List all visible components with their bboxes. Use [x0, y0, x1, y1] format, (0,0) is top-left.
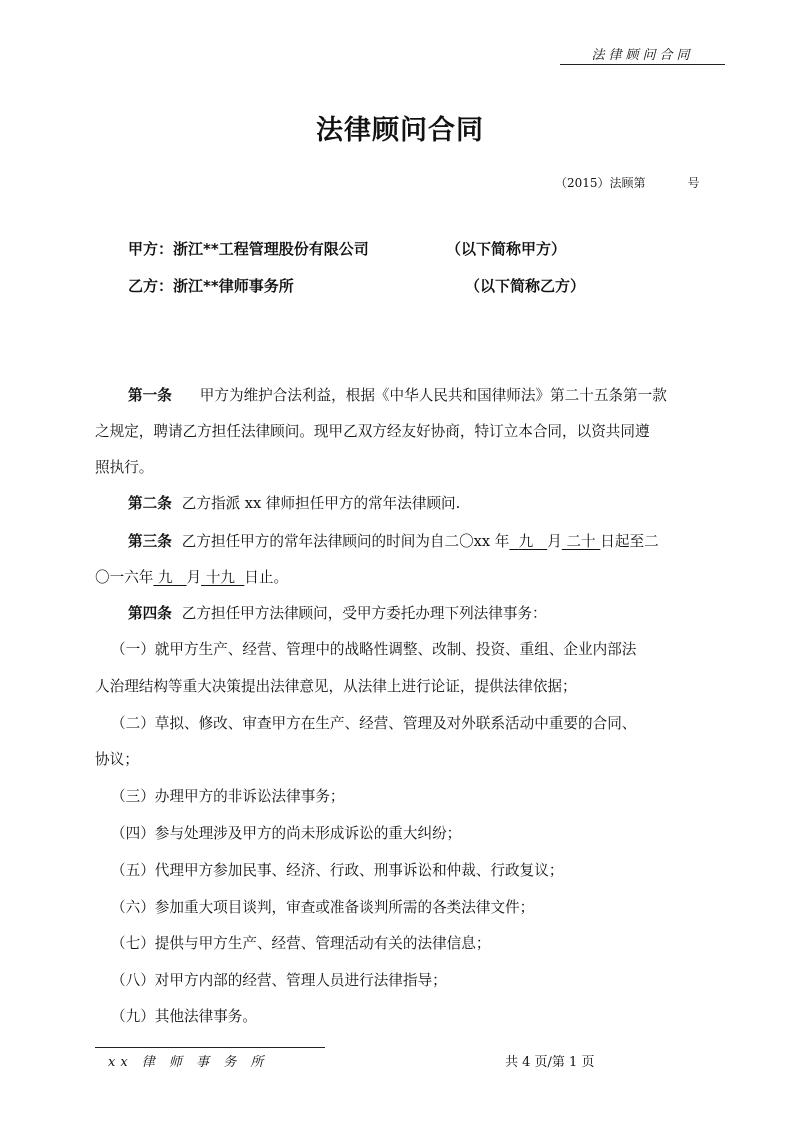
- party-a: 甲方：浙江**工程管理股份有限公司: [128, 240, 369, 258]
- article-1-line-3: 照执行。: [95, 459, 154, 476]
- item-1-line-2: 人治理结构等重大决策提出法律意见，从法律上进行论证，提供法律依据；: [95, 678, 577, 695]
- article-3-line-2: 〇一六年 九 月 十九 日止。: [95, 569, 289, 586]
- article-1-line-1: 第一条 甲方为维护合法利益，根据《中华人民共和国律师法》第二十五条第一款: [128, 387, 667, 404]
- item-4: （四）参与处理涉及甲方的尚未形成诉讼的重大纠纷；: [111, 825, 462, 842]
- end-day: 十九: [205, 569, 236, 586]
- document-title: 法律顾问合同: [316, 115, 484, 146]
- contract-number-suffix: 号: [687, 176, 700, 190]
- start-month: 九: [518, 533, 534, 550]
- article-2-title: 第二条: [128, 495, 172, 512]
- party-a-note: （以下简称甲方）: [446, 240, 567, 258]
- item-1-line-1: （一）就甲方生产、经营、管理中的战略性调整、改制、投资、重组、企业内部法: [111, 641, 637, 658]
- end-month: 九: [158, 569, 173, 586]
- party-b-note: （以下简称乙方）: [465, 277, 586, 295]
- party-b: 乙方：浙江**律师事务所: [128, 277, 294, 295]
- item-9: （九）其他法律事务。: [111, 1008, 257, 1025]
- item-2-line-2: 协议；: [95, 751, 139, 768]
- item-6: （六）参加重大项目谈判，审查或准备谈判所需的各类法律文件；: [111, 899, 535, 916]
- article-3-title: 第三条: [128, 533, 172, 550]
- article-1-line-2: 之规定，聘请乙方担任法律顾问。现甲乙双方经友好协商，特订立本合同，以资共同遵: [95, 423, 650, 440]
- contract-number: [555, 174, 725, 191]
- item-8: （八）对甲方内部的经营、管理人员进行法律指导；: [111, 972, 447, 989]
- item-7: （七）提供与甲方生产、经营、管理活动有关的法律信息；: [111, 935, 491, 952]
- contract-number-prefix: （2015）法顾第: [555, 176, 646, 190]
- start-day: 二十: [566, 533, 596, 550]
- article-4: 第四条 乙方担任甲方法律顾问，受甲方委托办理下列法律事务：: [128, 605, 547, 622]
- running-header: 法律顾问合同: [560, 44, 725, 65]
- page-number: 共 4 页/第 1 页: [505, 1055, 595, 1070]
- article-2: 第二条 乙方指派 xx 律师担任甲方的常年法律顾问.: [128, 495, 461, 512]
- article-4-title: 第四条: [128, 605, 172, 622]
- footer-firm: xx 律 师 事 务 所: [108, 1055, 269, 1070]
- item-5: （五）代理甲方参加民事、经济、行政、刑事诉讼和仲裁、行政复议；: [111, 862, 564, 879]
- item-2-line-1: （二）草拟、修改、审查甲方在生产、经营、管理及对外联系活动中重要的合同、: [111, 715, 637, 732]
- footer-divider: [95, 1047, 325, 1048]
- item-3: （三）办理甲方的非诉讼法律事务；: [111, 788, 345, 805]
- article-3-line-1: 第三条 乙方担任甲方的常年法律顾问的时间为自二〇xx 年 九 月 二十 日起至二: [128, 533, 659, 550]
- article-1-title: 第一条: [128, 387, 172, 404]
